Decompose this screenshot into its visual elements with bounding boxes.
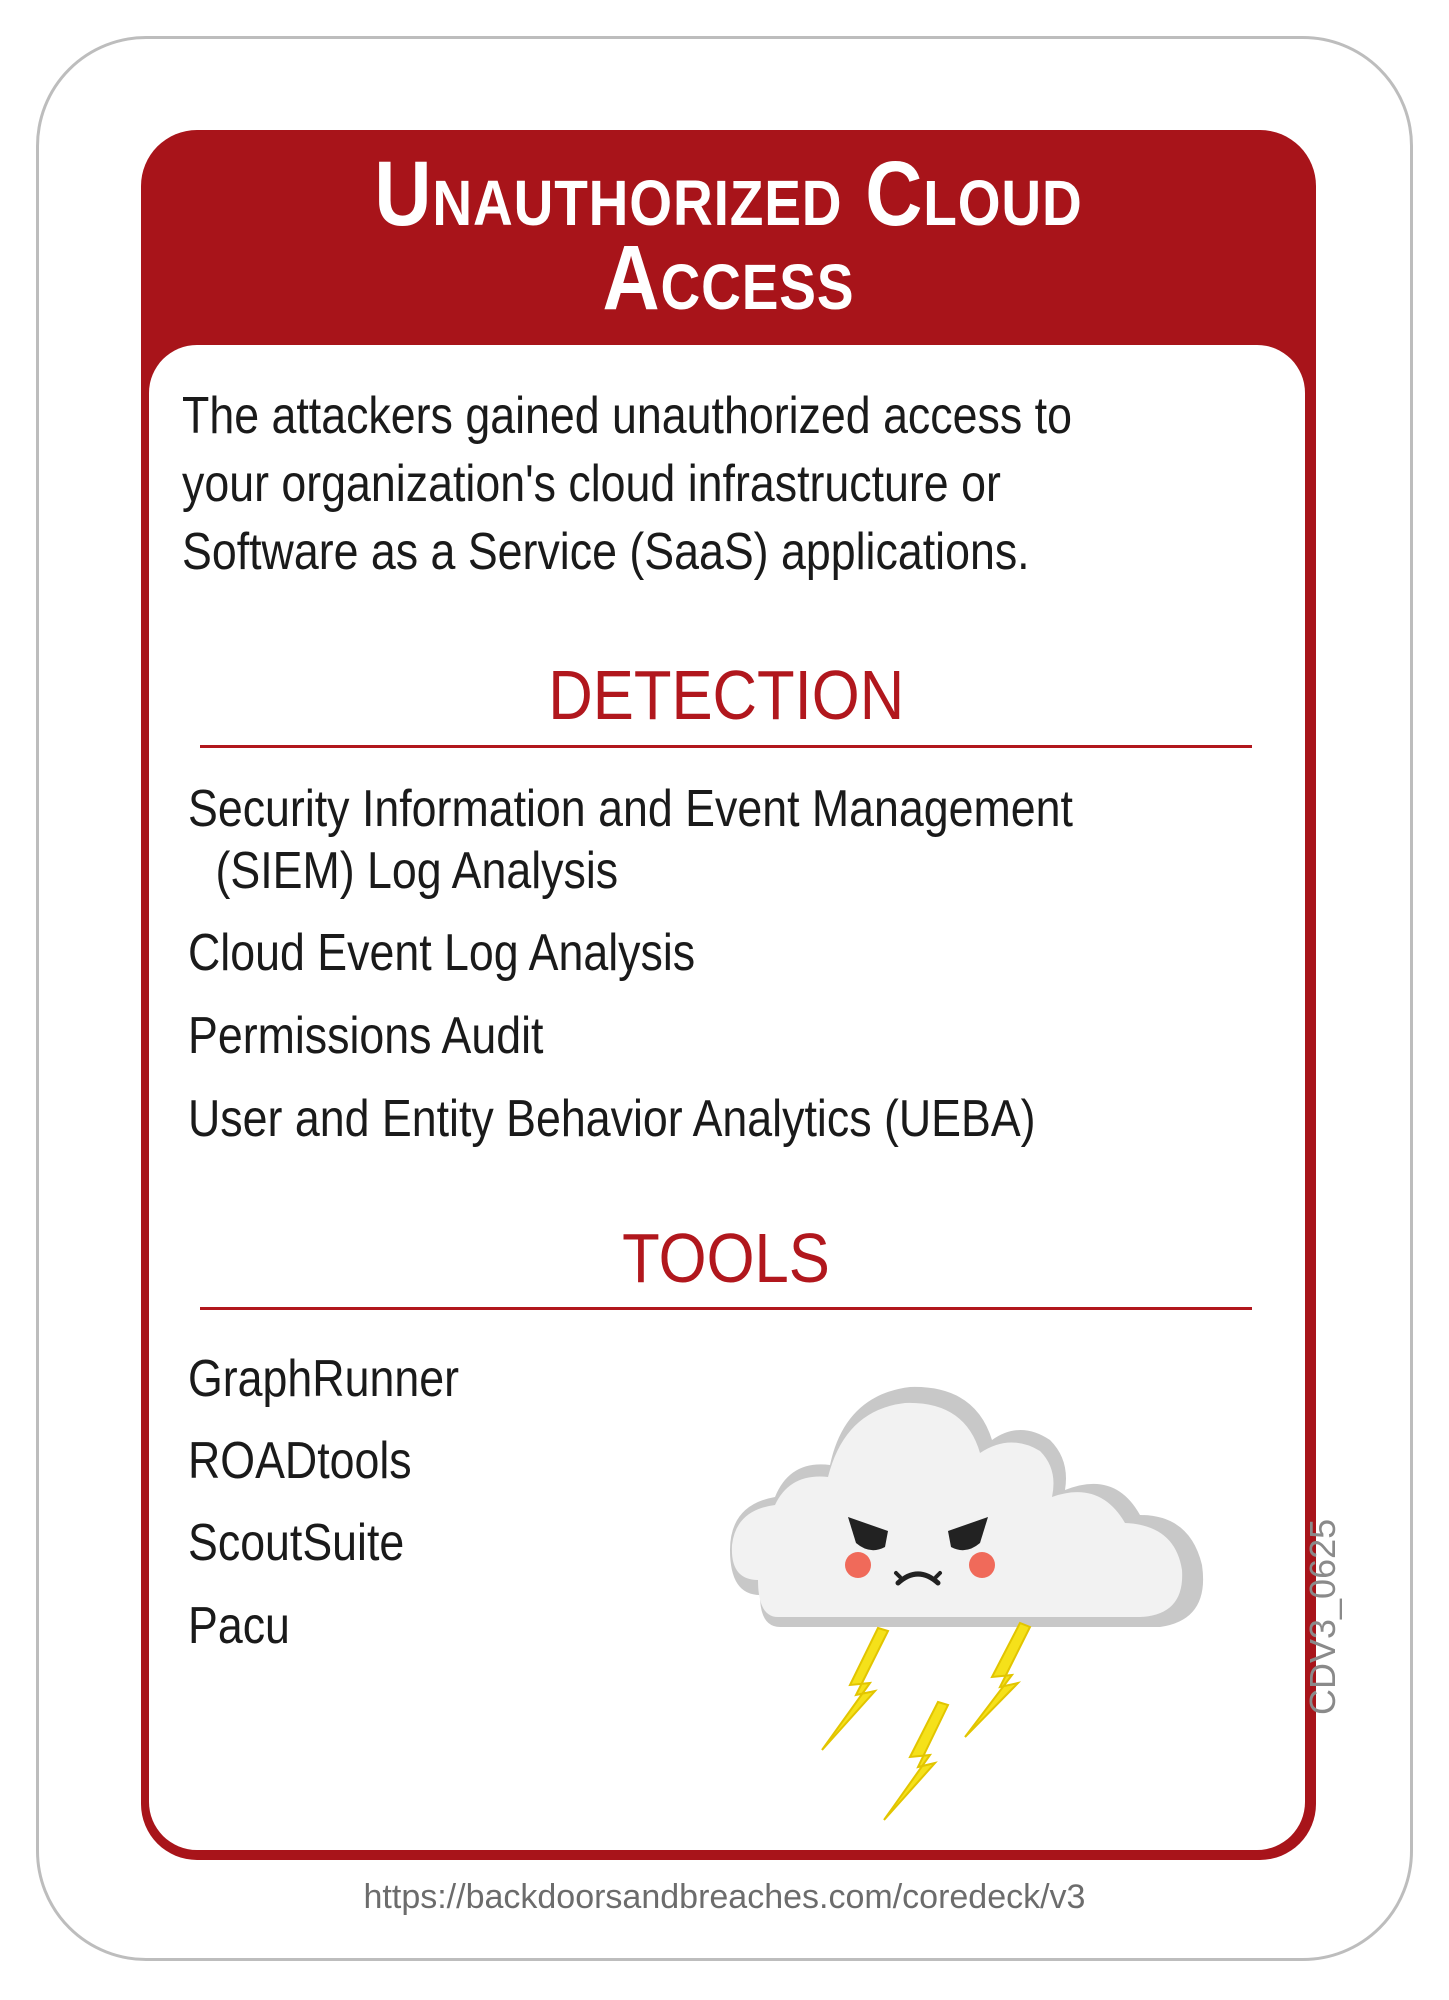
- tool-item: Pacu: [188, 1597, 290, 1655]
- detection-heading: DETECTION: [548, 656, 904, 734]
- angry-cloud-icon: [720, 1365, 1240, 1845]
- description-line: The attackers gained unauthorized access to: [182, 387, 1072, 445]
- detection-item-line1: Security Information and Event Management: [188, 780, 1073, 838]
- tool-item: ScoutSuite: [188, 1514, 405, 1572]
- card-description: [182, 382, 1128, 586]
- tools-heading: TOOLS: [622, 1219, 830, 1297]
- description-line: Software as a Service (SaaS) applications.: [182, 523, 1030, 581]
- card-code: CDV3_0625: [1302, 1518, 1343, 1715]
- tool-item: GraphRunner: [188, 1350, 459, 1408]
- cloud-body: [732, 1403, 1182, 1617]
- detection-item-line2: (SIEM) Log Analysis: [215, 842, 619, 900]
- detection-item: Cloud Event Log Analysis: [188, 924, 696, 982]
- lightning-bolts: [822, 1623, 1030, 1820]
- tools-divider: [200, 1307, 1252, 1310]
- tool-item: ROADtools: [188, 1432, 412, 1490]
- card-title: [223, 143, 1234, 329]
- detection-item: [188, 778, 1151, 902]
- card-title-line1: Unauthorized Cloud: [374, 143, 1083, 245]
- description-line: your organization's cloud infrastructure or: [182, 455, 1001, 513]
- detection-divider: [200, 745, 1252, 748]
- detection-item: User and Entity Behavior Analytics (UEBA): [188, 1090, 1036, 1148]
- detection-item: Permissions Audit: [188, 1007, 544, 1065]
- footer-url[interactable]: https://backdoorsandbreaches.com/coredeck/v3: [363, 1878, 1086, 1916]
- card-title-line2: Access: [602, 227, 855, 329]
